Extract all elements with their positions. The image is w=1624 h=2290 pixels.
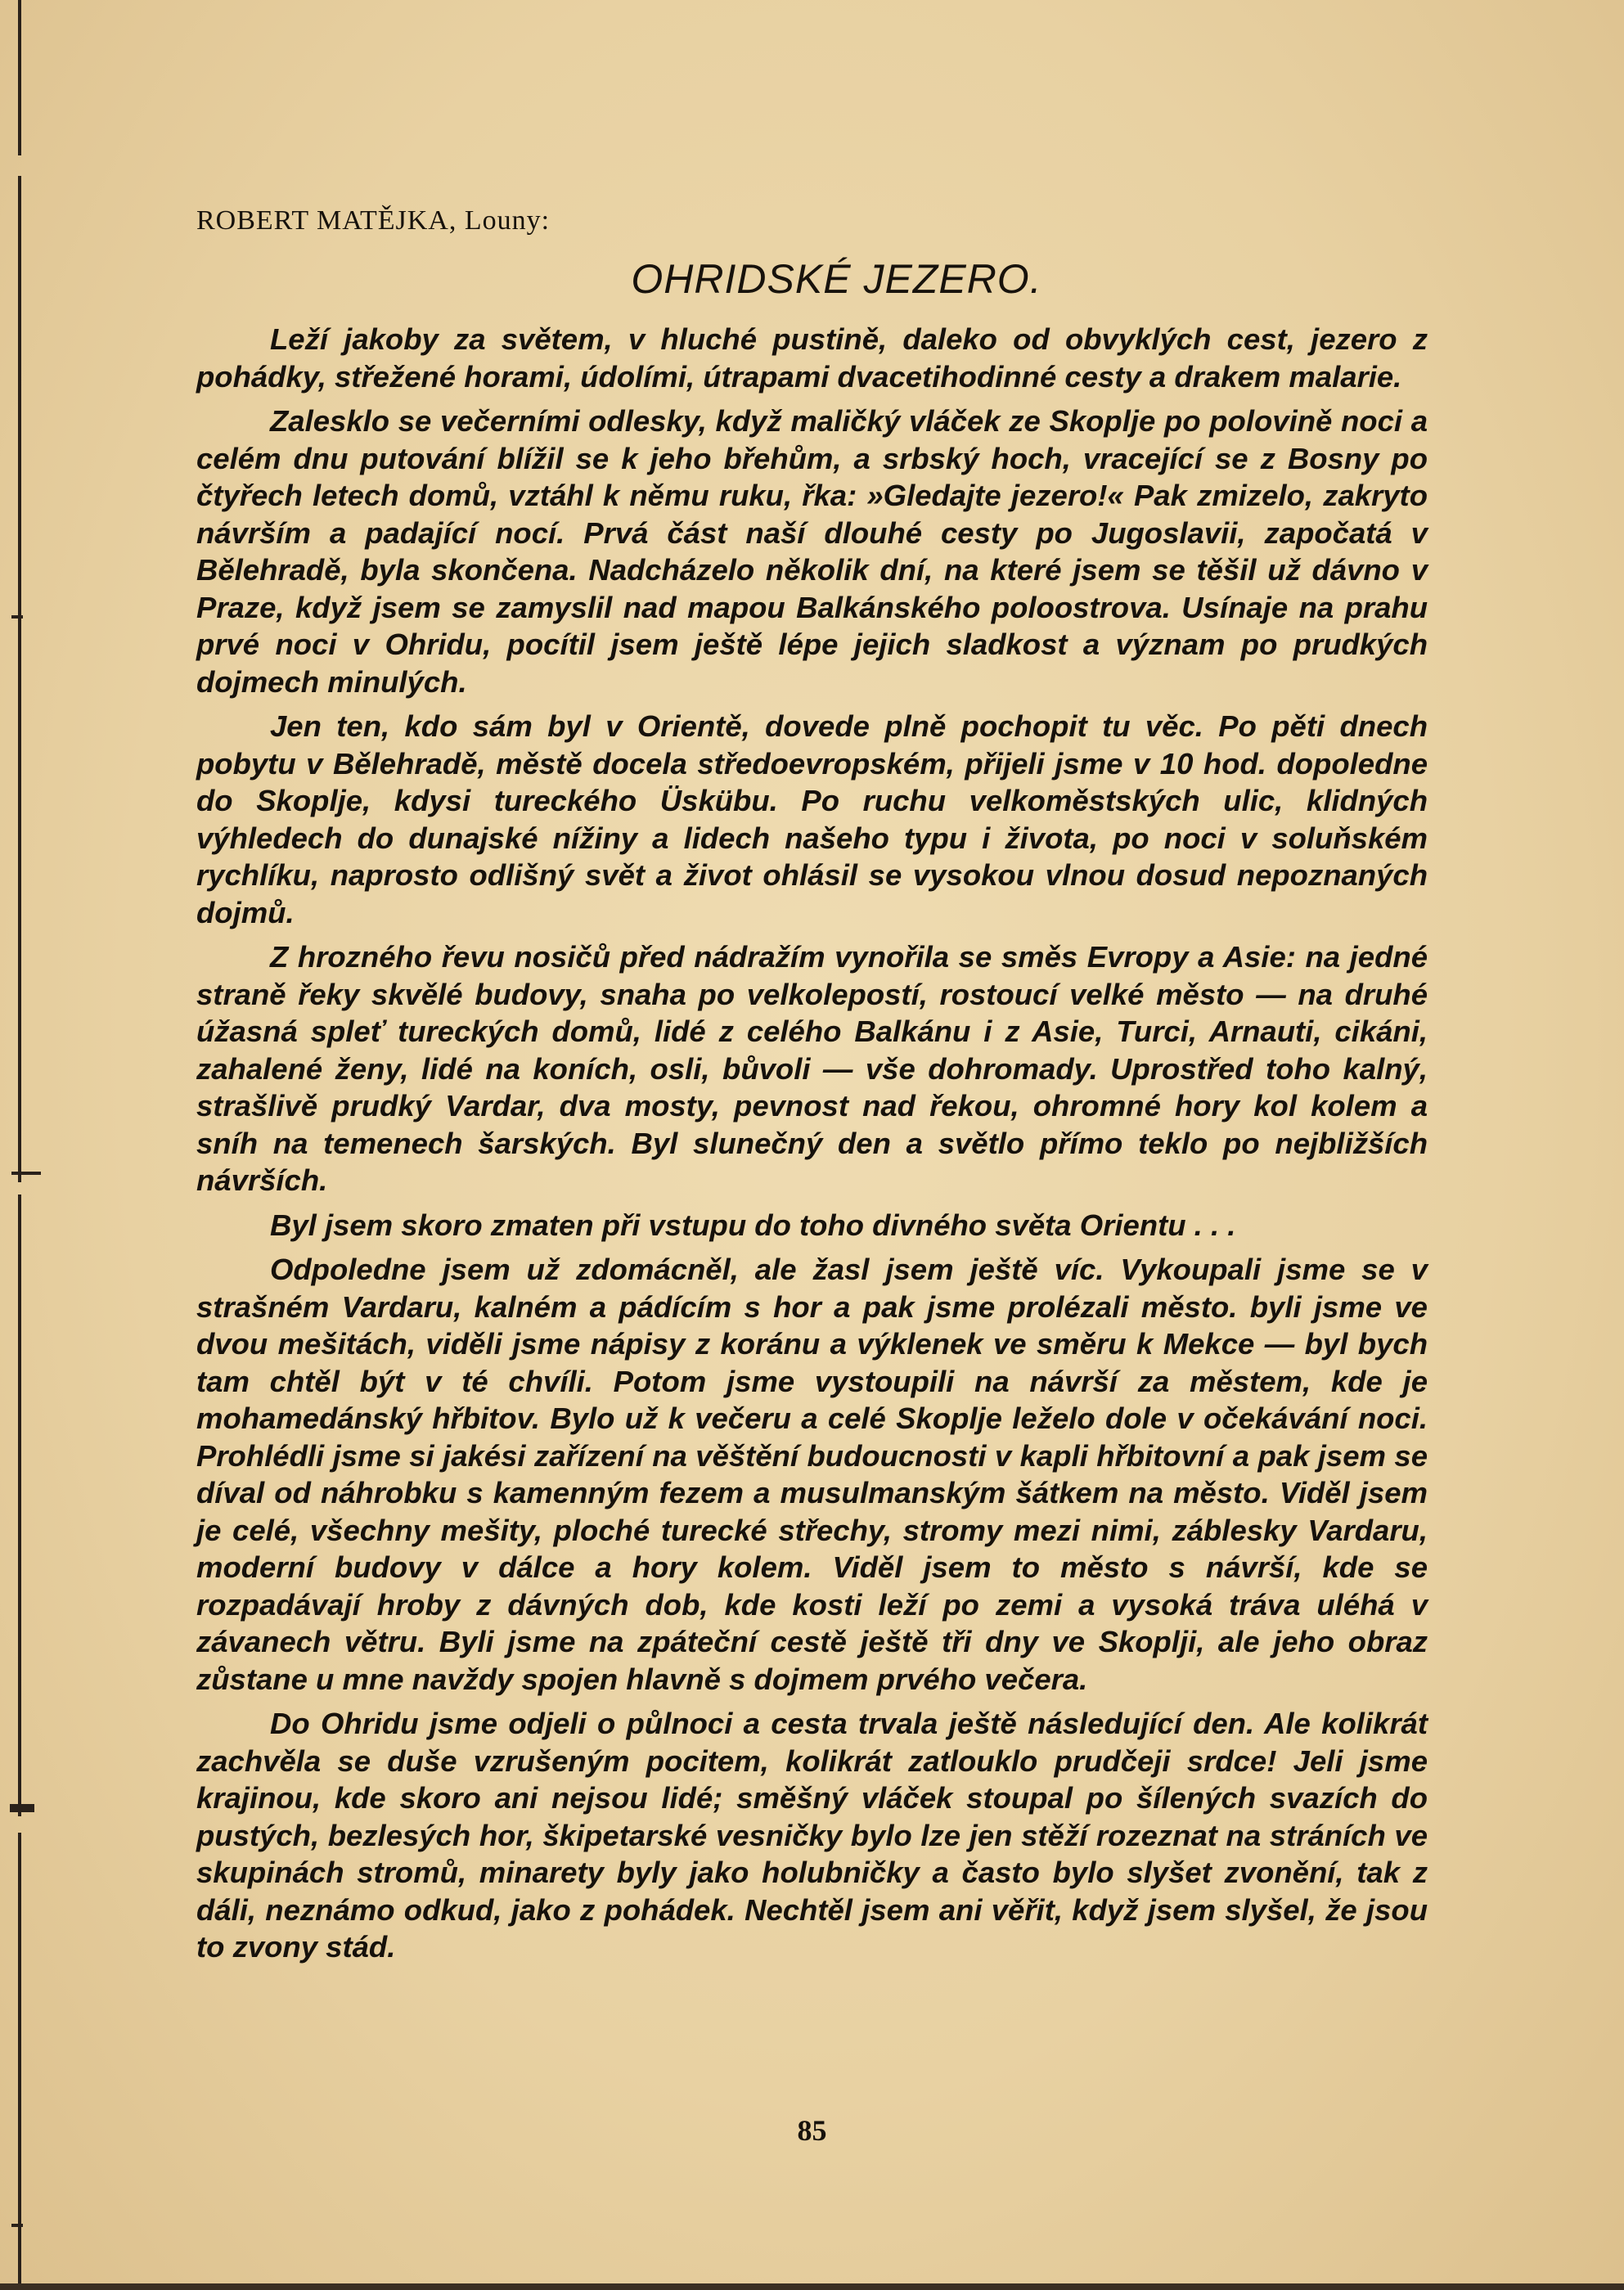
paragraph: Do Ohridu jsme odjeli o půlnoci a cesta trvala ještě následující den. Ale kolikrát zachvěla se duše vzrušeným pocitem, kolikrát zatlouklo prudčeji srdce! Jeli jsme krajinou, kde skoro ani nejsou lidé; směšný vláček stoupal po šílených svazích do pustých, bezlesých hor, škipetarské vesničky bylo lze jen stěží rozeznat na stráních ve skupinách stromů, minarety byly jako holubničky a často bylo slyšet zvonění, tak z dáli, neznámo odkud, jako z pohádek. Nechtěl jsem ani věřit, když jsem slyšel, že jsou to zvony stád. — [196, 1707, 1428, 1964]
article-title: OHRIDSKÉ JEZERO. — [631, 256, 1042, 302]
binding-line — [18, 176, 21, 1182]
binding-mark — [10, 1804, 34, 1812]
binding-mark — [11, 615, 23, 619]
paragraph: Byl jsem skoro zmaten při vstupu do toho divného světa Orientu . . . — [270, 1208, 1236, 1242]
paragraph: Leží jakoby za světem, v hluché pustině, daleko od obvyklých cest, jezero z pohádky, střežené horami, údolími, útrapami dvacetihodinné cesty a drakem malarie. — [196, 322, 1428, 394]
paragraph: Jen ten, kdo sám byl v Orientě, dovede plně pochopit tu věc. Po pěti dnech pobytu v Bělehradě, městě docela středoevropském, přijeli jsme v 10 hod. dopoledne do Skoplje, kdysi tureckého Üskübu. Po ruchu velkoměstských ulic, klidných výhledech do dunajské nížiny a lidech našeho typu i života, po noci v soluňském rychlíku, naprosto odlišný svět a život ohlásil se vysokou vlnou dosud nepoznaných dojmů. — [196, 709, 1428, 929]
paragraph: Zalesklo se večerními odlesky, když maličký vláček ze Skoplje po polovině noci a celém dnu putování blížil se k jeho břehům, a srbský hoch, vracející se z Bosny po čtyřech letech domů, vztáhl k němu ruku, řka: »Gledajte jezero!« Pak zmizelo, zakryto návrším a padající nocí. Prvá část naší dlouhé cesty po Jugoslavii, započatá v Bělehradě, byla skončena. Nadcházelo několik dní, na které jsem se těšil už dávno v Praze, když jsem se zamyslil nad mapou Balkánského poloostrova. Usínaje na prahu prvé noci v Ohridu, pocítil jsem ještě lépe jejich sladkost a význam po prudkých dojmech minulých. — [196, 404, 1428, 699]
paragraph: Z hrozného řevu nosičů před nádražím vynořila se směs Evropy a Asie: na jedné straně řeky skvělé budovy, snaha po velkolepostí, rostoucí velké město — na druhé úžasná spleť tureckých domů, lidé z celého Balkánu i z Asie, Turci, Arnauti, cikáni, zahalené ženy, lidé na koních, osli, bůvoli — vše dohromady. Uprostřed toho kalný, strašlivě prudký Vardar, dva mosty, pevnost nad řekou, ohromné hory kol kolem a sníh na temenech šarských. Byl slunečný den a světlo přímo teklo po nejbližších návrších. — [196, 940, 1428, 1197]
binding-line — [18, 1194, 21, 1816]
binding-edge — [8, 0, 36, 2290]
page-number: 85 — [797, 2114, 827, 2147]
author-line: ROBERT MATĚJKA, Louny: — [196, 205, 551, 236]
binding-line — [18, 1833, 21, 2290]
article — [196, 196, 1428, 1973]
binding-mark — [11, 2224, 23, 2227]
binding-line — [18, 0, 21, 155]
paragraph: Odpoledne jsem už zdomácněl, ale žasl jsem ještě víc. Vykoupali jsme se v strašném Vardaru, kalném a pádícím s hor a pak jsme prolézali město. byli jsme ve dvou mešitách, viděli jsme nápisy z koránu a výklenek ve směru k Mekce — byl bych tam chtěl být v té chvíli. Potom jsme vystoupili na návrší za městem, kde je mohamedánský hřbitov. Bylo už k večeru a celé Skoplje leželo dole v očekávání noci. Prohlédli jsme si jakési zařízení na věštění budoucnosti v kapli hřbitovní a pak jsem se díval od náhrobku s kamenným fezem a musulmanským šátkem na město. Viděl jsem je celé, všechny mešity, ploché turecké střechy, stromy mezi nimi, záblesky Vardaru, moderní budovy v dálce a hory kolem. Viděl jsem to město s návrší, kde se rozpadávají hroby z dávných dob, kde kosti leží po zemi a vysoká tráva uléhá v závanech větru. Byli jsme na zpáteční cestě ještě tři dny ve Skoplji, ale jeho obraz zůstane u mne navždy spojen hlavně s dojmem prvého večera. — [196, 1253, 1428, 1696]
page-bottom-edge — [0, 2283, 1624, 2290]
binding-mark — [11, 1172, 41, 1175]
